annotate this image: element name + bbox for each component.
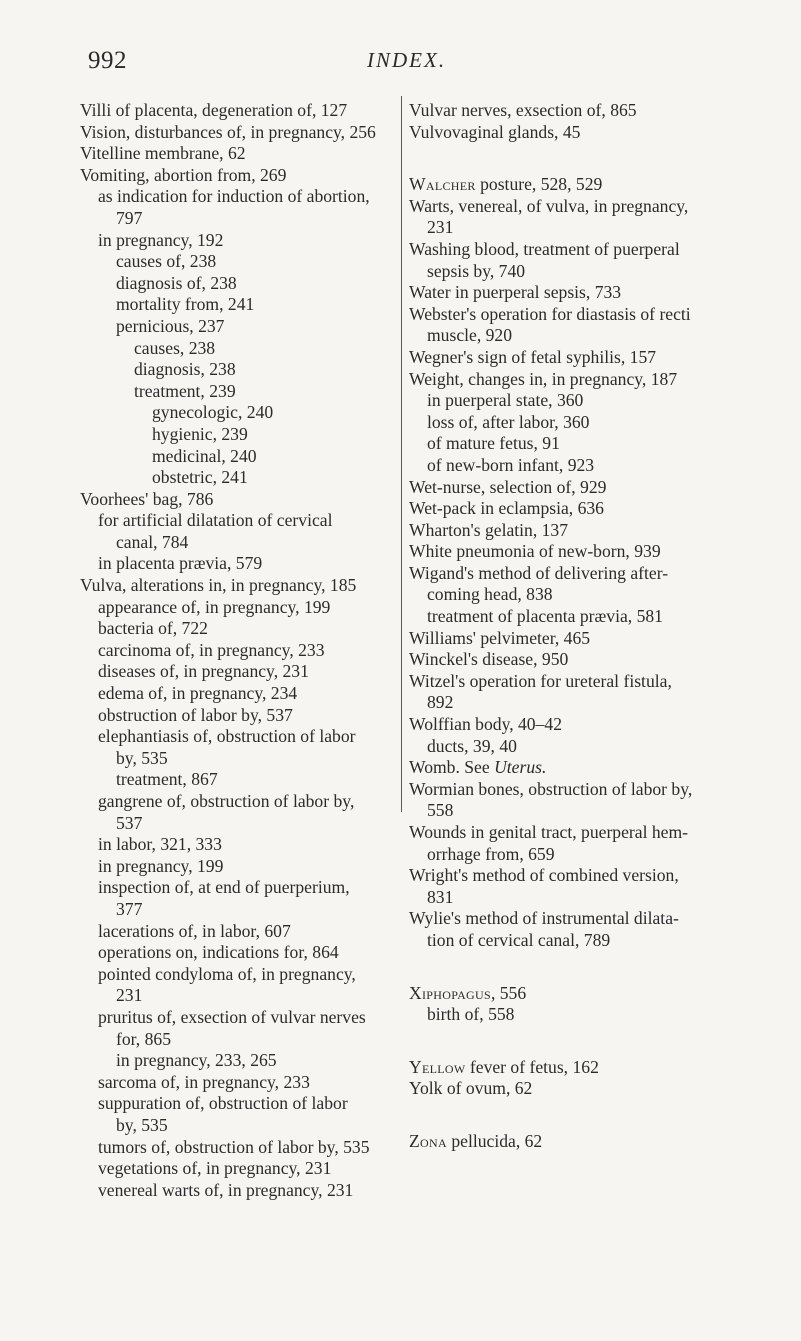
index-entry (80, 1115, 398, 1137)
index-entry-text: pellucida, 62 (446, 1130, 543, 1151)
index-entry-text: pernicious, 237 (116, 315, 225, 336)
index-entry-text: loss of, after labor, 360 (427, 411, 590, 432)
index-entry-text: obstetric, 241 (152, 467, 248, 488)
index-entry-text: tumors of, obstruction of labor by, 535 (98, 1136, 370, 1157)
index-entry-text: Vision, disturbances of, in pregnancy, 256 (80, 121, 376, 142)
index-entry-text: suppuration of, obstruction of labor (98, 1093, 348, 1114)
index-entry-text: appearance of, in pregnancy, 199 (98, 596, 331, 617)
index-entry (409, 347, 721, 369)
index-entry-text: Wolffian body, 40–42 (409, 714, 562, 735)
index-entry (409, 1004, 721, 1026)
index-entry (409, 239, 721, 261)
index-entry (80, 921, 398, 943)
index-entry (409, 908, 721, 930)
index-entry-text: in placenta prævia, 579 (98, 553, 263, 574)
index-entry (80, 1029, 398, 1051)
index-entry-text: 797 (116, 207, 143, 228)
index-entry (80, 640, 398, 662)
index-entry-text: Wounds in genital tract, puerperal hem- (409, 822, 689, 842)
index-entry-text: inspection of, at end of puerperium, (98, 877, 350, 898)
index-heading-word: Zona (409, 1130, 447, 1151)
index-entry (80, 769, 398, 791)
index-entry-text: edema of, in pregnancy, 234 (98, 683, 298, 704)
index-entry-text: Wright's method of combined version, (409, 865, 679, 886)
index-entry-text: Vulvar nerves, exsection of, 865 (409, 100, 637, 120)
index-entry-text: diagnosis of, 238 (116, 272, 237, 293)
index-entry-text: Vulvovaginal glands, 45 (409, 121, 581, 142)
index-entry (80, 726, 398, 748)
index-entry-text: White pneumonia of new-born, 939 (409, 541, 661, 562)
index-entry (80, 1093, 398, 1115)
index-entry (80, 446, 398, 468)
index-entry-text: , 556 (490, 982, 527, 1003)
index-entry (80, 791, 398, 813)
index-entry-text: Water in puerperal sepsis, 733 (409, 282, 622, 303)
index-entry (80, 273, 398, 295)
index-entry-text: treatment, 239 (134, 380, 236, 401)
index-entry (80, 1007, 398, 1029)
index-entry-text: mortality from, 241 (116, 294, 255, 315)
index-entry (80, 467, 398, 489)
index-entry (409, 779, 721, 801)
index-entry-text: as indication for induction of abortion, (98, 186, 370, 207)
index-entry (80, 316, 398, 338)
index-entry (409, 865, 721, 887)
index-entry (409, 822, 721, 844)
index-entry-text: diagnosis, 238 (134, 359, 236, 380)
index-entry (409, 477, 721, 499)
index-entry (409, 628, 721, 650)
index-entry (409, 714, 721, 736)
index-entry-text: 231 (116, 985, 143, 1006)
index-entry-text: for artificial dilatation of cervical (98, 510, 333, 531)
index-entry (80, 338, 398, 360)
index-entry-text: in puerperal state, 360 (427, 390, 584, 411)
index-entry-text: in pregnancy, 199 (98, 855, 224, 876)
index-entry-text: Wylie's method of instrumental dilata- (409, 908, 679, 929)
index-entry-text: in pregnancy, 233, 265 (116, 1050, 277, 1071)
index-entry (80, 1137, 398, 1159)
index-entry (409, 325, 721, 347)
index-entry-text: bacteria of, 722 (98, 618, 208, 639)
page-number: 992 (88, 47, 127, 74)
index-entry (409, 563, 721, 585)
index-entry (80, 748, 398, 770)
index-entry (409, 1131, 721, 1153)
index-cross-reference: Uterus. (494, 757, 547, 778)
index-entry-text: canal, 784 (116, 531, 189, 552)
index-entry-text: vegetations of, in pregnancy, 231 (98, 1158, 332, 1179)
index-entry-text: Vomiting, abortion from, 269 (80, 164, 287, 185)
index-entry (80, 122, 398, 144)
index-entry (409, 498, 721, 520)
index-entry (409, 304, 721, 326)
index-entry (80, 597, 398, 619)
index-entry-text: gynecologic, 240 (152, 402, 274, 423)
index-entry-text: Washing blood, treatment of puerperal (409, 238, 680, 259)
index-entry-text: tion of cervical canal, 789 (427, 929, 611, 950)
index-entry (409, 520, 721, 542)
index-entry-text: venereal warts of, in pregnancy, 231 (98, 1179, 354, 1200)
index-entry-text: Vulva, alterations in, in pregnancy, 185 (80, 575, 357, 596)
index-entry-text: obstruction of labor by, 537 (98, 704, 293, 725)
index-entry-text: Wet-pack in eclampsia, 636 (409, 498, 604, 519)
index-entry-text: Wigand's method of delivering after- (409, 562, 669, 583)
index-entry (409, 261, 721, 283)
index-entry-text: 231 (427, 217, 454, 238)
letter-group-gap (409, 143, 721, 174)
index-entry-text: in labor, 321, 333 (98, 834, 222, 855)
index-entry (409, 282, 721, 304)
index-entry-text: Wegner's sign of fetal syphilis, 157 (409, 346, 657, 367)
index-entry-text: coming head, 838 (427, 584, 553, 605)
index-entry-text: 558 (427, 800, 454, 821)
index-entry (409, 844, 721, 866)
index-entry-text: by, 535 (116, 1114, 168, 1135)
index-entry (80, 942, 398, 964)
index-entry-text: fever of fetus, 162 (465, 1056, 599, 1077)
index-entry-text: treatment, 867 (116, 769, 218, 790)
column-divider (401, 96, 402, 812)
index-entry (80, 251, 398, 273)
index-entry-text: Womb. See (409, 757, 495, 778)
index-entry (409, 584, 721, 606)
index-entry (409, 736, 721, 758)
index-entry (80, 143, 398, 165)
index-entry (80, 877, 398, 899)
index-entry (409, 649, 721, 671)
index-entry-text: of new-born infant, 923 (427, 454, 595, 475)
index-entry-text: Voorhees' bag, 786 (80, 488, 214, 509)
index-entry (80, 1180, 398, 1202)
index-entry (409, 455, 721, 477)
index-entry-text: posture, 528, 529 (475, 174, 603, 195)
index-entry-text: 892 (427, 692, 454, 713)
index-entry (80, 1072, 398, 1094)
index-column-right (409, 100, 721, 1153)
index-entry-text: Wharton's gelatin, 137 (409, 519, 569, 540)
index-entry-text: Warts, venereal, of vulva, in pregnancy, (409, 195, 689, 216)
index-entry (80, 1050, 398, 1072)
index-entry (80, 1158, 398, 1180)
index-entry (80, 834, 398, 856)
index-entry-text: sarcoma of, in pregnancy, 233 (98, 1071, 310, 1092)
index-entry (409, 930, 721, 952)
index-entry-text: orrhage from, 659 (427, 843, 555, 864)
index-entry-text: Webster's operation for diastasis of recti (409, 303, 691, 324)
index-entry (80, 964, 398, 986)
index-entry (80, 230, 398, 252)
letter-group-gap (409, 1100, 721, 1131)
index-entry-text: by, 535 (116, 747, 168, 768)
index-entry (80, 661, 398, 683)
index-entry-text: birth of, 558 (427, 1004, 515, 1025)
index-entry (80, 813, 398, 835)
index-entry-text: Villi of placenta, degeneration of, 127 (80, 100, 348, 120)
index-entry (409, 390, 721, 412)
index-entry-text: Weight, changes in, in pregnancy, 187 (409, 368, 678, 389)
index-entry (80, 489, 398, 511)
index-entry-text: for, 865 (116, 1028, 171, 1049)
index-entry (409, 196, 721, 218)
index-entry (409, 122, 721, 144)
index-entry (409, 174, 721, 196)
index-entry-text: lacerations of, in labor, 607 (98, 920, 291, 941)
index-entry (80, 899, 398, 921)
index-entry (409, 1057, 721, 1079)
index-entry-text: ducts, 39, 40 (427, 735, 517, 756)
index-entry-text: Williams' pelvimeter, 465 (409, 627, 591, 648)
index-entry (80, 985, 398, 1007)
index-entry-text: Vitelline membrane, 62 (80, 143, 246, 164)
index-entry (80, 424, 398, 446)
index-entry (409, 671, 721, 693)
index-entry (80, 532, 398, 554)
index-entry (80, 100, 398, 122)
index-entry (409, 369, 721, 391)
index-entry-text: diseases of, in pregnancy, 231 (98, 661, 309, 682)
index-entry (409, 100, 721, 122)
index-entry-text: muscle, 920 (427, 325, 513, 346)
index-entry-text: causes of, 238 (116, 251, 217, 272)
index-entry (409, 217, 721, 239)
index-entry (409, 606, 721, 628)
index-entry (80, 208, 398, 230)
index-entry (409, 412, 721, 434)
index-entry (80, 618, 398, 640)
index-entry-text: carcinoma of, in pregnancy, 233 (98, 639, 325, 660)
index-column-left (80, 100, 398, 1201)
index-entry (409, 1078, 721, 1100)
index-entry (80, 575, 398, 597)
index-heading-word: Walcher (409, 174, 476, 195)
index-entry-text: Winckel's disease, 950 (409, 649, 569, 670)
index-entry-text: Yolk of ovum, 62 (409, 1078, 533, 1099)
index-entry (80, 705, 398, 727)
index-entry (409, 433, 721, 455)
index-entry (409, 800, 721, 822)
index-entry-text: medicinal, 240 (152, 445, 257, 466)
index-heading-word: Yellow (409, 1056, 466, 1077)
index-entry (80, 683, 398, 705)
index-entry-text: 831 (427, 886, 454, 907)
index-heading-word: Xiphopagus (409, 982, 491, 1003)
letter-group-gap (409, 1026, 721, 1057)
index-entry-text: treatment of placenta prævia, 581 (427, 606, 663, 627)
index-entry (80, 553, 398, 575)
index-entry (80, 359, 398, 381)
index-entry-text: 377 (116, 898, 143, 919)
index-entry (80, 294, 398, 316)
index-entry-text: Witzel's operation for ureteral fistula, (409, 670, 672, 691)
index-entry-text: 537 (116, 812, 143, 833)
index-entry-text: Wormian bones, obstruction of labor by, (409, 778, 693, 799)
index-entry (80, 856, 398, 878)
index-entry-text: sepsis by, 740 (427, 260, 526, 281)
running-head: INDEX. (367, 48, 447, 72)
index-entry-text: pointed condyloma of, in pregnancy, (98, 963, 356, 984)
index-entry (409, 757, 721, 779)
index-entry-text: elephantiasis of, obstruction of labor (98, 726, 356, 747)
index-entry (80, 165, 398, 187)
index-entry-text: gangrene of, obstruction of labor by, (98, 791, 355, 811)
index-entry-text: of mature fetus, 91 (427, 433, 560, 454)
index-entry (80, 186, 398, 208)
index-entry (80, 510, 398, 532)
letter-group-gap (409, 952, 721, 983)
index-entry-text: Wet-nurse, selection of, 929 (409, 476, 607, 497)
index-entry-text: causes, 238 (134, 337, 216, 358)
index-entry-text: in pregnancy, 192 (98, 229, 224, 250)
index-entry-text: operations on, indications for, 864 (98, 942, 339, 963)
index-entry-text: hygienic, 239 (152, 423, 248, 444)
index-entry (80, 381, 398, 403)
index-entry (409, 541, 721, 563)
index-entry-text: pruritus of, exsection of vulvar nerves (98, 1006, 366, 1027)
index-entry (80, 402, 398, 424)
index-entry (409, 983, 721, 1005)
index-entry (409, 692, 721, 714)
index-entry (409, 887, 721, 909)
